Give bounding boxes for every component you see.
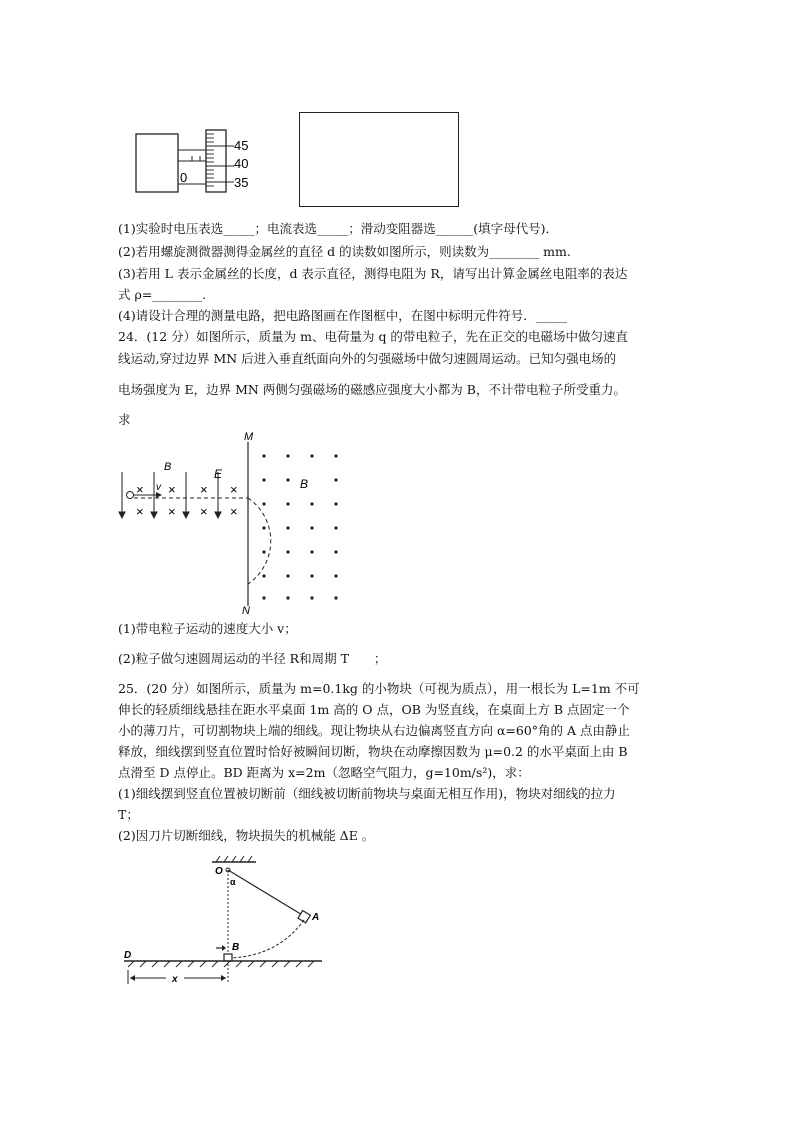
q23-part1: (1)实验时电压表选_____；电流表选_____；滑动变阻器选______(填字母代号)．: [118, 221, 558, 236]
label-o: O: [215, 866, 223, 877]
particle: [127, 492, 134, 499]
q24-intro-line4: 求: [118, 412, 131, 427]
q25-line1: 25．(20 分）如图所示，质量为 m=0.1kg 的小物块（可视为质点），用一根长为 L=1m 不可: [118, 681, 640, 696]
q24-intro-line2: 线运动,穿过边界 MN 后进入垂直纸面向外的匀强磁场中做匀速圆周运动。已知匀强电场的: [118, 351, 617, 366]
label-e: E: [214, 467, 223, 481]
micrometer-label-40: 40: [234, 156, 249, 171]
label-v: v: [156, 482, 161, 493]
svg-text:×: ×: [136, 504, 144, 519]
q24-field-figure: [112, 428, 362, 618]
q25-line3: 小的薄刀片，可切割物块上端的细线。现让物块从右边偏离竖直方向 α=60°角的 A 点由静止: [118, 723, 631, 738]
q24-sub2: (2)粒子做匀速圆周运动的半径 R和周期 T ；: [118, 651, 387, 666]
label-m: M: [244, 431, 254, 443]
drawing-box[interactable]: [299, 112, 459, 207]
svg-text:×: ×: [200, 504, 208, 519]
svg-text:×: ×: [168, 504, 176, 519]
q24-intro-line3: 电场强度为 E，边界 MN 两侧匀强磁场的磁感应强度大小都为 B，不计带电粒子所受重力。: [118, 382, 626, 397]
q23-part3-line1: (3)若用 L 表示金属丝的长度，d 表示直径，测得电阻为 R，请写出计算金属丝电阻率的表达: [118, 266, 628, 281]
label-a: A: [312, 912, 320, 923]
label-x: x: [172, 974, 178, 985]
svg-text:×: ×: [168, 482, 176, 497]
micrometer-label-35: 35: [234, 175, 249, 190]
micrometer-thimble: [206, 130, 226, 192]
label-alpha: α: [230, 877, 236, 887]
svg-text:×: ×: [230, 504, 238, 519]
label-b-left: B: [164, 461, 172, 473]
micrometer-ticks: [206, 134, 234, 186]
swing-arc: [230, 920, 304, 958]
q25-line7: T；: [118, 807, 139, 822]
label-b: B: [232, 942, 240, 953]
q25-pendulum-figure: [118, 852, 333, 992]
q24-intro-line1: 24．(12 分）如图所示，质量为 m、电荷量为 q 的带电粒子，先在正交的电磁场中做匀速直: [118, 329, 628, 344]
label-d: D: [124, 950, 132, 961]
table-hatch: [128, 961, 314, 967]
svg-text:×: ×: [230, 482, 238, 497]
svg-text:×: ×: [200, 482, 208, 497]
q24-sub1: (1)带电粒子运动的速度大小 v；: [118, 621, 297, 636]
particle-path-arc: [248, 498, 271, 584]
micrometer-label-0: 0: [180, 170, 188, 185]
micrometer-label-45: 45: [234, 138, 249, 153]
micrometer-figure: [130, 126, 270, 196]
svg-text:×: ×: [136, 482, 144, 497]
q25-line4: 释放，细线摆到竖直位置时恰好被瞬间切断，物块在动摩擦因数为 μ=0.2 的水平桌面上由 B: [118, 744, 628, 759]
q25-line6: (1)细线摆到竖直位置被切断前（细线被切断前物块与桌面无相互作用)，物块对细线的拉力: [118, 786, 616, 801]
micrometer-frame: [136, 134, 178, 192]
q23-part2: (2)若用螺旋测微器测得金属丝的直径 d 的读数如图所示，则读数为________ mm.: [118, 244, 571, 259]
q25-line5: 点滑至 D 点停止。BD 距离为 x=2m（忽略空气阻力，g=10m/s²)，求：: [118, 765, 530, 780]
block-a: [298, 911, 310, 923]
q25-line8: (2)因刀片切断细线，物块损失的机械能 ΔE 。: [118, 828, 375, 843]
q23-part3-line2: 式 ρ=________.: [118, 287, 207, 302]
block-b: [224, 954, 232, 961]
label-n: N: [242, 605, 250, 617]
string: [228, 870, 304, 916]
label-b-right: B: [300, 477, 309, 491]
q23-part4: (4)请设计合理的测量电路，把电路图画在作图框中，在图中标明元件符号．_____: [118, 308, 567, 323]
q25-line2: 伸长的轻质细线悬挂在距水平桌面 1m 高的 O 点，OB 为竖直线，在桌面上方 B 点固定一个: [118, 702, 630, 717]
